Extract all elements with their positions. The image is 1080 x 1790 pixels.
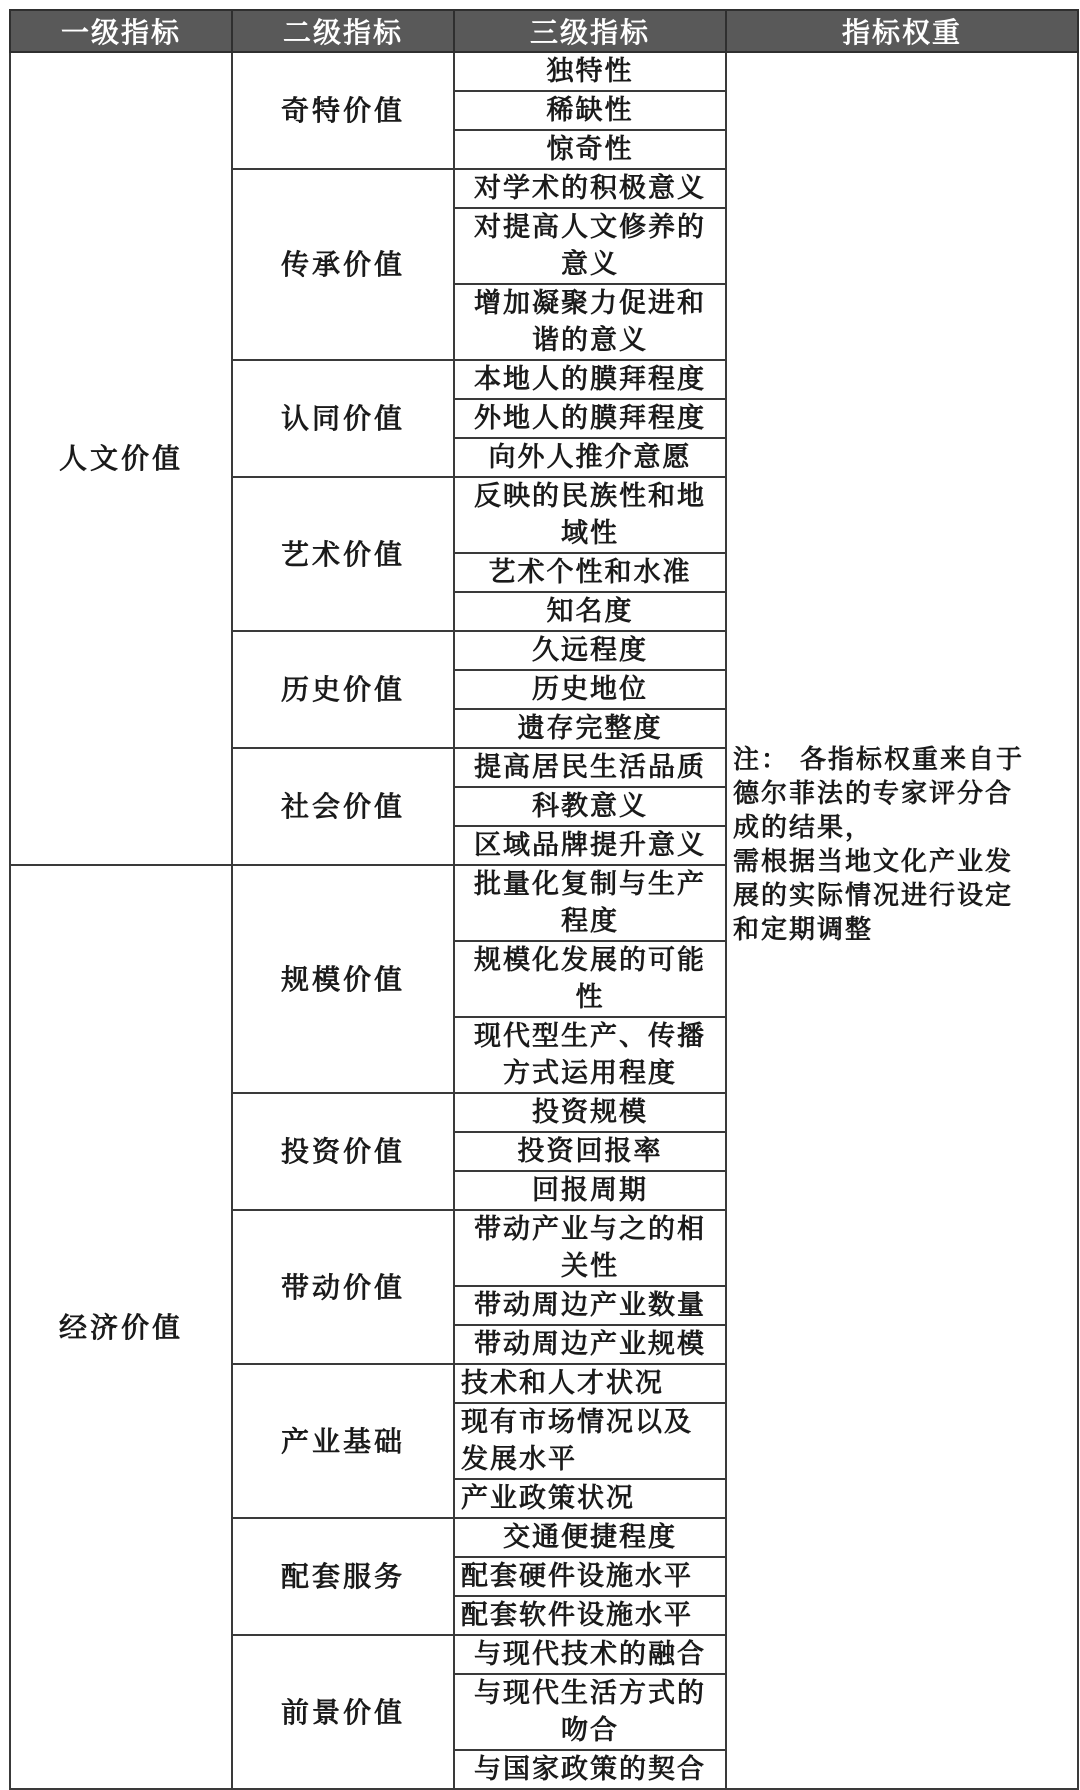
level2-cell: 配套服务 (232, 1518, 454, 1635)
level3-cell: 艺术个性和水准 (454, 553, 726, 592)
level3-cell: 与现代生活方式的吻合 (454, 1674, 726, 1750)
level3-cell: 本地人的膜拜程度 (454, 360, 726, 399)
header-level2: 二级指标 (232, 10, 454, 52)
level3-cell: 规模化发展的可能性 (454, 941, 726, 1017)
level3-cell: 知名度 (454, 592, 726, 631)
level3-cell: 科教意义 (454, 787, 726, 826)
level3-cell: 现有市场情况以及发展水平 (454, 1403, 726, 1479)
table-row (10, 52, 1078, 91)
level3-cell: 稀缺性 (454, 91, 726, 130)
level1-cell: 人文价值 (10, 52, 232, 865)
level3-cell: 技术和人才状况 (454, 1364, 726, 1403)
level2-cell: 带动价值 (232, 1210, 454, 1364)
level3-cell: 回报周期 (454, 1171, 726, 1210)
level2-cell: 社会价值 (232, 748, 454, 865)
level2-cell: 艺术价值 (232, 477, 454, 631)
level3-cell: 现代型生产、传播方式运用程度 (454, 1017, 726, 1093)
level3-cell: 带动周边产业规模 (454, 1325, 726, 1364)
level2-cell: 奇特价值 (232, 52, 454, 169)
level2-cell: 前景价值 (232, 1635, 454, 1789)
level2-cell: 产业基础 (232, 1364, 454, 1518)
level2-cell: 传承价值 (232, 169, 454, 360)
level2-cell: 规模价值 (232, 865, 454, 1093)
level3-cell: 配套硬件设施水平 (454, 1557, 726, 1596)
level2-cell: 认同价值 (232, 360, 454, 477)
header-level1: 一级指标 (10, 10, 232, 52)
header-weight: 指标权重 (726, 10, 1078, 52)
weight-note-line: 德尔菲法的专家评分合 (733, 779, 1014, 809)
level3-cell: 外地人的膜拜程度 (454, 399, 726, 438)
weight-note-line: 和定期调整 (733, 915, 874, 945)
level3-cell: 惊奇性 (454, 130, 726, 169)
level3-cell: 配套软件设施水平 (454, 1596, 726, 1635)
weight-note-line: 需根据当地文化产业发 (733, 847, 1014, 877)
table-body (10, 52, 1078, 1789)
level3-cell: 带动周边产业数量 (454, 1286, 726, 1325)
level3-cell: 与现代技术的融合 (454, 1635, 726, 1674)
level3-cell: 增加凝聚力促进和谐的意义 (454, 284, 726, 360)
weight-note-line: 注： 各指标权重来自于 (733, 745, 1025, 775)
level2-cell: 历史价值 (232, 631, 454, 748)
level2-cell: 投资价值 (232, 1093, 454, 1210)
level3-cell: 反映的民族性和地域性 (454, 477, 726, 553)
weight-note-line: 成的结果， (733, 813, 874, 843)
level3-cell: 投资回报率 (454, 1132, 726, 1171)
level3-cell: 产业政策状况 (454, 1479, 726, 1518)
level3-cell: 遗存完整度 (454, 709, 726, 748)
level3-cell: 提高居民生活品质 (454, 748, 726, 787)
indicator-table (9, 9, 1079, 1790)
level3-cell: 与国家政策的契合 (454, 1750, 726, 1789)
weight-note-line: 展的实际情况进行设定 (733, 881, 1014, 911)
level3-cell: 对学术的积极意义 (454, 169, 726, 208)
header-row (10, 10, 1078, 52)
level3-cell: 独特性 (454, 52, 726, 91)
level1-cell: 经济价值 (10, 865, 232, 1789)
weight-note-cell (726, 52, 1078, 1789)
level3-cell: 投资规模 (454, 1093, 726, 1132)
header-level3: 三级指标 (454, 10, 726, 52)
level3-cell: 交通便捷程度 (454, 1518, 726, 1557)
level3-cell: 向外人推介意愿 (454, 438, 726, 477)
level3-cell: 区域品牌提升意义 (454, 826, 726, 865)
level3-cell: 对提高人文修养的意义 (454, 208, 726, 284)
level3-cell: 历史地位 (454, 670, 726, 709)
level3-cell: 带动产业与之的相关性 (454, 1210, 726, 1286)
level3-cell: 批量化复制与生产程度 (454, 865, 726, 941)
level3-cell: 久远程度 (454, 631, 726, 670)
